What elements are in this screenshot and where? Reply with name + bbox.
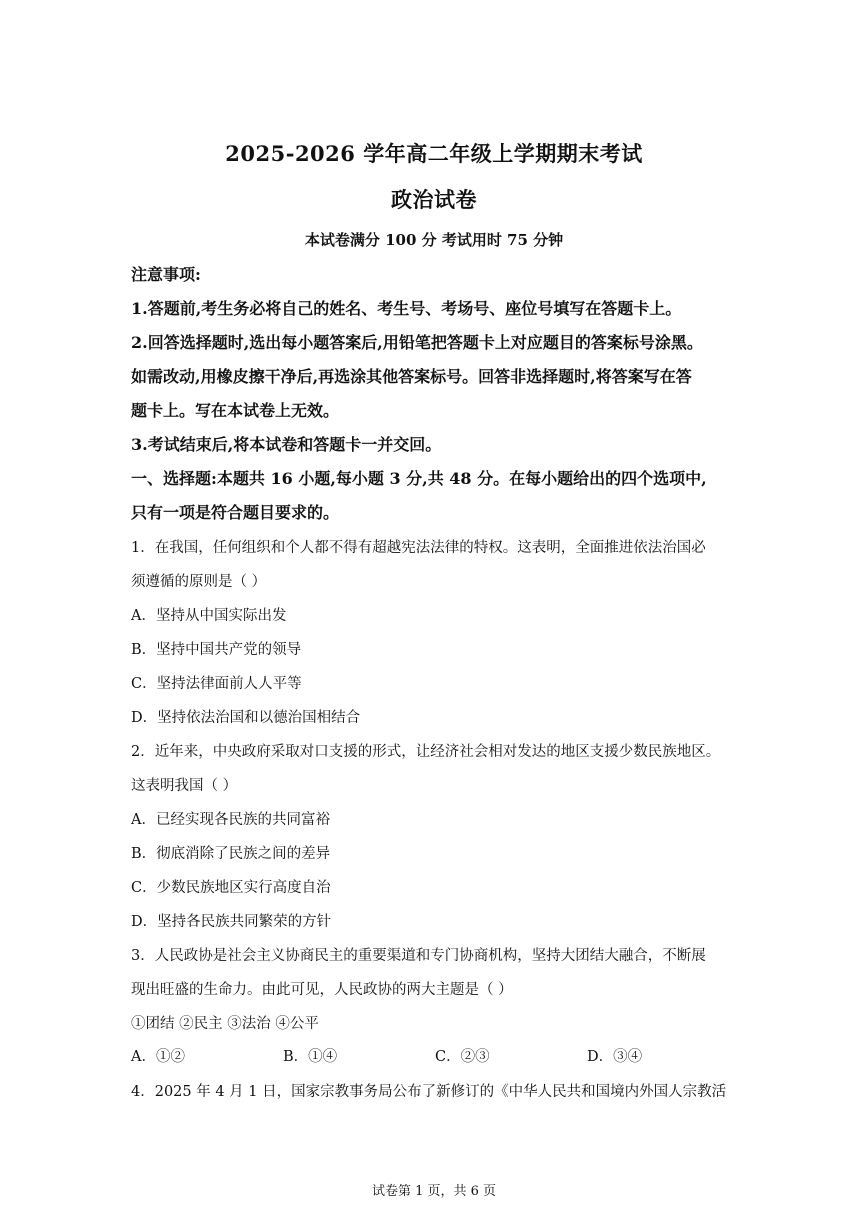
q2-option-c: C．少数民族地区实行高度自治 (131, 880, 331, 896)
notice-item-2-line-2: 如需改动,用橡皮擦干净后,再选涂其他答案标号。回答非选择题时,将答案写在答 (131, 367, 692, 386)
notice-item-2-line-1: 2.回答选择题时,选出每小题答案后,用铅笔把答题卡上对应题目的答案标号涂黑。 (131, 333, 703, 352)
q4-stem-line-1: 4．2025 年 4 月 1 日，国家宗教事务局公布了新修订的《中华人民共和国境内外国人宗教活 (131, 1084, 727, 1100)
q3-stem-line-1: 3．人民政协是社会主义协商民主的重要渠道和专门协商机构，坚持大团结大融合，不断展 (131, 948, 706, 964)
exam-info: 本试卷满分 100 分 考试用时 75 分钟 (304, 231, 564, 249)
q1-option-c: C．坚持法律面前人人平等 (131, 676, 302, 692)
q3-option-a: A．①② (131, 1049, 185, 1065)
q1-stem-line-1: 1．在我国，任何组织和个人都不得有超越宪法法律的特权。这表明，全面推进依法治国必 (131, 540, 706, 556)
q2-option-a: A．已经实现各民族的共同富裕 (131, 812, 330, 828)
q3-items: ①团结 ②民主 ③法治 ④公平 (131, 1016, 319, 1032)
exam-title: 2025-2026 学年高二年级上学期期末考试 (225, 141, 643, 166)
q2-stem-line-2: 这表明我国（ ） (131, 778, 238, 794)
q2-option-b: B．彻底消除了民族之间的差异 (131, 846, 331, 862)
q3-option-b: B．①④ (283, 1049, 338, 1065)
q1-stem-line-2: 须遵循的原则是（ ） (131, 574, 267, 590)
q1-option-b: B．坚持中国共产党的领导 (131, 642, 302, 658)
q3-option-d: D．③④ (587, 1049, 643, 1065)
q1-option-a: A．坚持从中国实际出发 (131, 608, 287, 624)
q3-option-c: C．②③ (435, 1049, 490, 1065)
q3-options (131, 1045, 751, 1067)
page-footer: 试卷第 1 页，共 6 页 (371, 1184, 497, 1199)
notice-item-3: 3.考试结束后,将本试卷和答题卡一并交回。 (131, 435, 442, 454)
subject-title: 政治试卷 (391, 187, 477, 212)
q1-option-d: D．坚持依法治国和以德治国相结合 (131, 710, 361, 726)
notice-item-2-line-3: 题卡上。写在本试卷上无效。 (131, 401, 340, 420)
notice-heading: 注意事项: (131, 265, 201, 284)
q2-stem-line-1: 2．近年来，中央政府采取对口支援的形式，让经济社会相对发达的地区支援少数民族地区。 (131, 744, 721, 760)
section-heading-line-2: 只有一项是符合题目要求的。 (131, 503, 340, 522)
q3-stem-line-2: 现出旺盛的生命力。由此可见，人民政协的两大主题是（ ） (131, 982, 513, 998)
section-heading-line-1: 一、选择题:本题共 16 小题,每小题 3 分,共 48 分。在每小题给出的四个选项中, (131, 469, 707, 488)
notice-item-1: 1.答题前,考生务必将自己的姓名、考生号、考场号、座位号填写在答题卡上。 (131, 299, 682, 318)
q2-option-d: D．坚持各民族共同繁荣的方针 (131, 914, 332, 930)
